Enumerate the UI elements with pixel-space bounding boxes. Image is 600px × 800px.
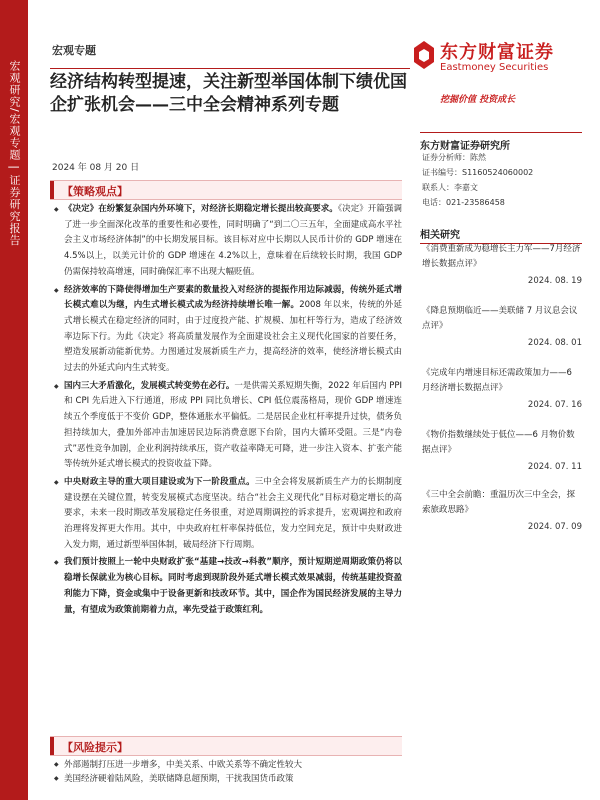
related-item[interactable] (422, 242, 582, 289)
side-banner (0, 0, 28, 800)
summary-point-body: 一是供需关系短期失衡，2022 年后国内 PPI 和 CPI 先后进入下行通道，形成 PPI 同比负增长、CPI 低位震荡格局，现价 GDP 增速连续五个季度低于不变价 GDP，整体通胀水平偏低。二是居民企业杠杆率提升过快，债务负担持续加大，叠加外部冲击加速居民边际消费意愿下台阶，国内大循环受阻。三是“内卷式”恶性竞争加剧，企业利润持续承压，资产收益率降无可降，进一步注入资本、扩张产能等传统外延式增长模式的投资收益下降。 (64, 380, 402, 470)
related-item-title[interactable]: 《降息预期临近——美联储 7 月议息会议点评》 (422, 306, 578, 331)
contact-person: 联系人：李嘉文 (422, 183, 478, 192)
brand-slogan: 挖掘价值 投资成长 (440, 95, 516, 105)
summary-point (54, 283, 402, 377)
related-item-date: 2024. 08. 19 (527, 276, 582, 286)
heading-accent-bar (50, 181, 54, 199)
summary-bullets (54, 202, 402, 620)
brand-logo (412, 38, 572, 82)
summary-point-lead: 经济效率的下降使得增加生产要素的数量投入对经济的提振作用边际减弱，传统外延式增长模式难以为继，内生式增长模式成为经济持续增长唯一解。 (64, 284, 402, 311)
brand-name-cn: 东方财富证券 (440, 42, 554, 63)
summary-point-lead: 中央财政主导的重大项目建设或为下一阶段重点。 (64, 476, 255, 487)
summary-point-body: 2008 年以来，传统的外延式增长模式在稳定经济的同时，由于过度投产能、扩规模、加杠杆等行为，造成了经济效率边际下行。为此《决定》将高质量发展作为全面建设社会主义现代化国家的首要任务，塑造发展新动能新优势。力图通过发展新质生产力，提高经济的效率，使经济增长模式由过去的外延式向内生式转变。 (64, 300, 402, 374)
side-banner-text: 宏观研究/宏观专题 | 证券研究报告 (8, 60, 21, 247)
summary-point (54, 555, 402, 618)
phone-number: 电话：021-23586458 (422, 198, 505, 207)
report-title: 经济结构转型提速，关注新型举国体制下绩优国企扩张机会——三中全会精神系列专题 (50, 68, 410, 117)
summary-point-lead: 国内三大矛盾激化，发展模式转变势在必行。 (64, 380, 235, 391)
summary-point-body: 三中全会将发展新质生产力的长期制度建设摆在关键位置，转变发展模式态度坚决。结合“社会主义现代化”目标对稳定增长的高要求，未来一段时期改革发展稳定任务很重，对逆周期调控的诉求提升，宏观调控和政府治理将发挥更大作用。其中，中央政府杠杆率保持低位，发力空间充足，预计中央财政进入发力期，通过新型举国体制，破局经济下行周期。 (64, 476, 402, 550)
summary-point (54, 475, 402, 554)
related-item-title[interactable]: 《物价指数继续处于低位——6 月物价数据点评》 (422, 430, 575, 455)
heading-accent-bar (50, 737, 54, 755)
summary-point-lead: 《决定》在纷繁复杂国内外环境下，对经济长期稳定增长提出较高要求。 (64, 204, 338, 214)
related-heading: 相关研究 (420, 226, 582, 244)
brand-logo-icon (412, 40, 436, 70)
report-category: 宏观专题 (52, 44, 96, 57)
summary-point (54, 202, 402, 281)
related-item[interactable] (422, 304, 582, 351)
related-item-title[interactable]: 《完成年内增速目标还需政策加力——6 月经济增长数据点评》 (422, 368, 572, 393)
risk-heading (50, 736, 402, 756)
related-item-date: 2024. 07. 11 (527, 462, 582, 472)
related-item-title[interactable]: 《三中全会前瞻：重温历次三中全会，探索旅政思路》 (422, 490, 576, 515)
related-item-date: 2024. 08. 01 (527, 338, 582, 348)
risk-list (54, 758, 402, 786)
risk-heading-text: 【风险提示】 (62, 741, 128, 754)
summary-point-body: 《决定》开篇强调了进一步全面深化改革的重要性和必要性，同时明确了“到二〇三五年，全面建成高水平社会主义市场经济体制”的中长期发展目标。该目标对应中长期以人民币计价的 GDP 增速在 4.5%以上，以美元计价的 GDP 增速在 4.2%以上，意味着在后续较长时期，我国 GDP 仍需保持较高增速，同时确保汇率不出现大幅贬值。 (64, 204, 402, 277)
related-item[interactable] (422, 488, 582, 535)
brand-name-en: Eastmoney Securities (440, 62, 549, 73)
summary-point-lead: 我们预计按照上一轮中央财政扩张“基建→技改→科教”顺序，预计短期逆周期政策仍将以稳增长保就业为核心目标。同时考虑到现阶段外延式增长模式效果减弱，传统基建投资盈利能力下降，资金或集中于设备更新和技改环节。其中，国企作为国民经济发展的主导力量，有望成为政策前期着力点，率先受益于政策红利。 (64, 557, 402, 615)
related-item-date: 2024. 07. 09 (527, 522, 582, 532)
related-item-title[interactable]: 《消费重新成为稳增长主力军——7月经济增长数据点评》 (422, 244, 581, 269)
related-item[interactable] (422, 428, 582, 475)
summary-point (54, 379, 402, 473)
report-date: 2024 年 08 月 20 日 (52, 163, 140, 173)
related-item[interactable] (422, 366, 582, 413)
risk-item: ◆ 外部遏制打压进一步增多，中美关系、中欧关系等不确定性较大 (54, 758, 402, 772)
related-item-date: 2024. 07. 16 (527, 400, 582, 410)
analyst-label: 证券分析师：陈然 (422, 153, 486, 162)
institute-name: 东方财富证券研究所 (420, 132, 582, 152)
risk-item: ◆ 美国经济硬着陆风险，美联储降息超预期，干扰我国货币政策 (54, 772, 402, 786)
cert-number: 证书编号：S1160524060002 (422, 168, 534, 177)
summary-heading-text: 【策略观点】 (62, 185, 128, 198)
summary-heading (50, 180, 402, 200)
